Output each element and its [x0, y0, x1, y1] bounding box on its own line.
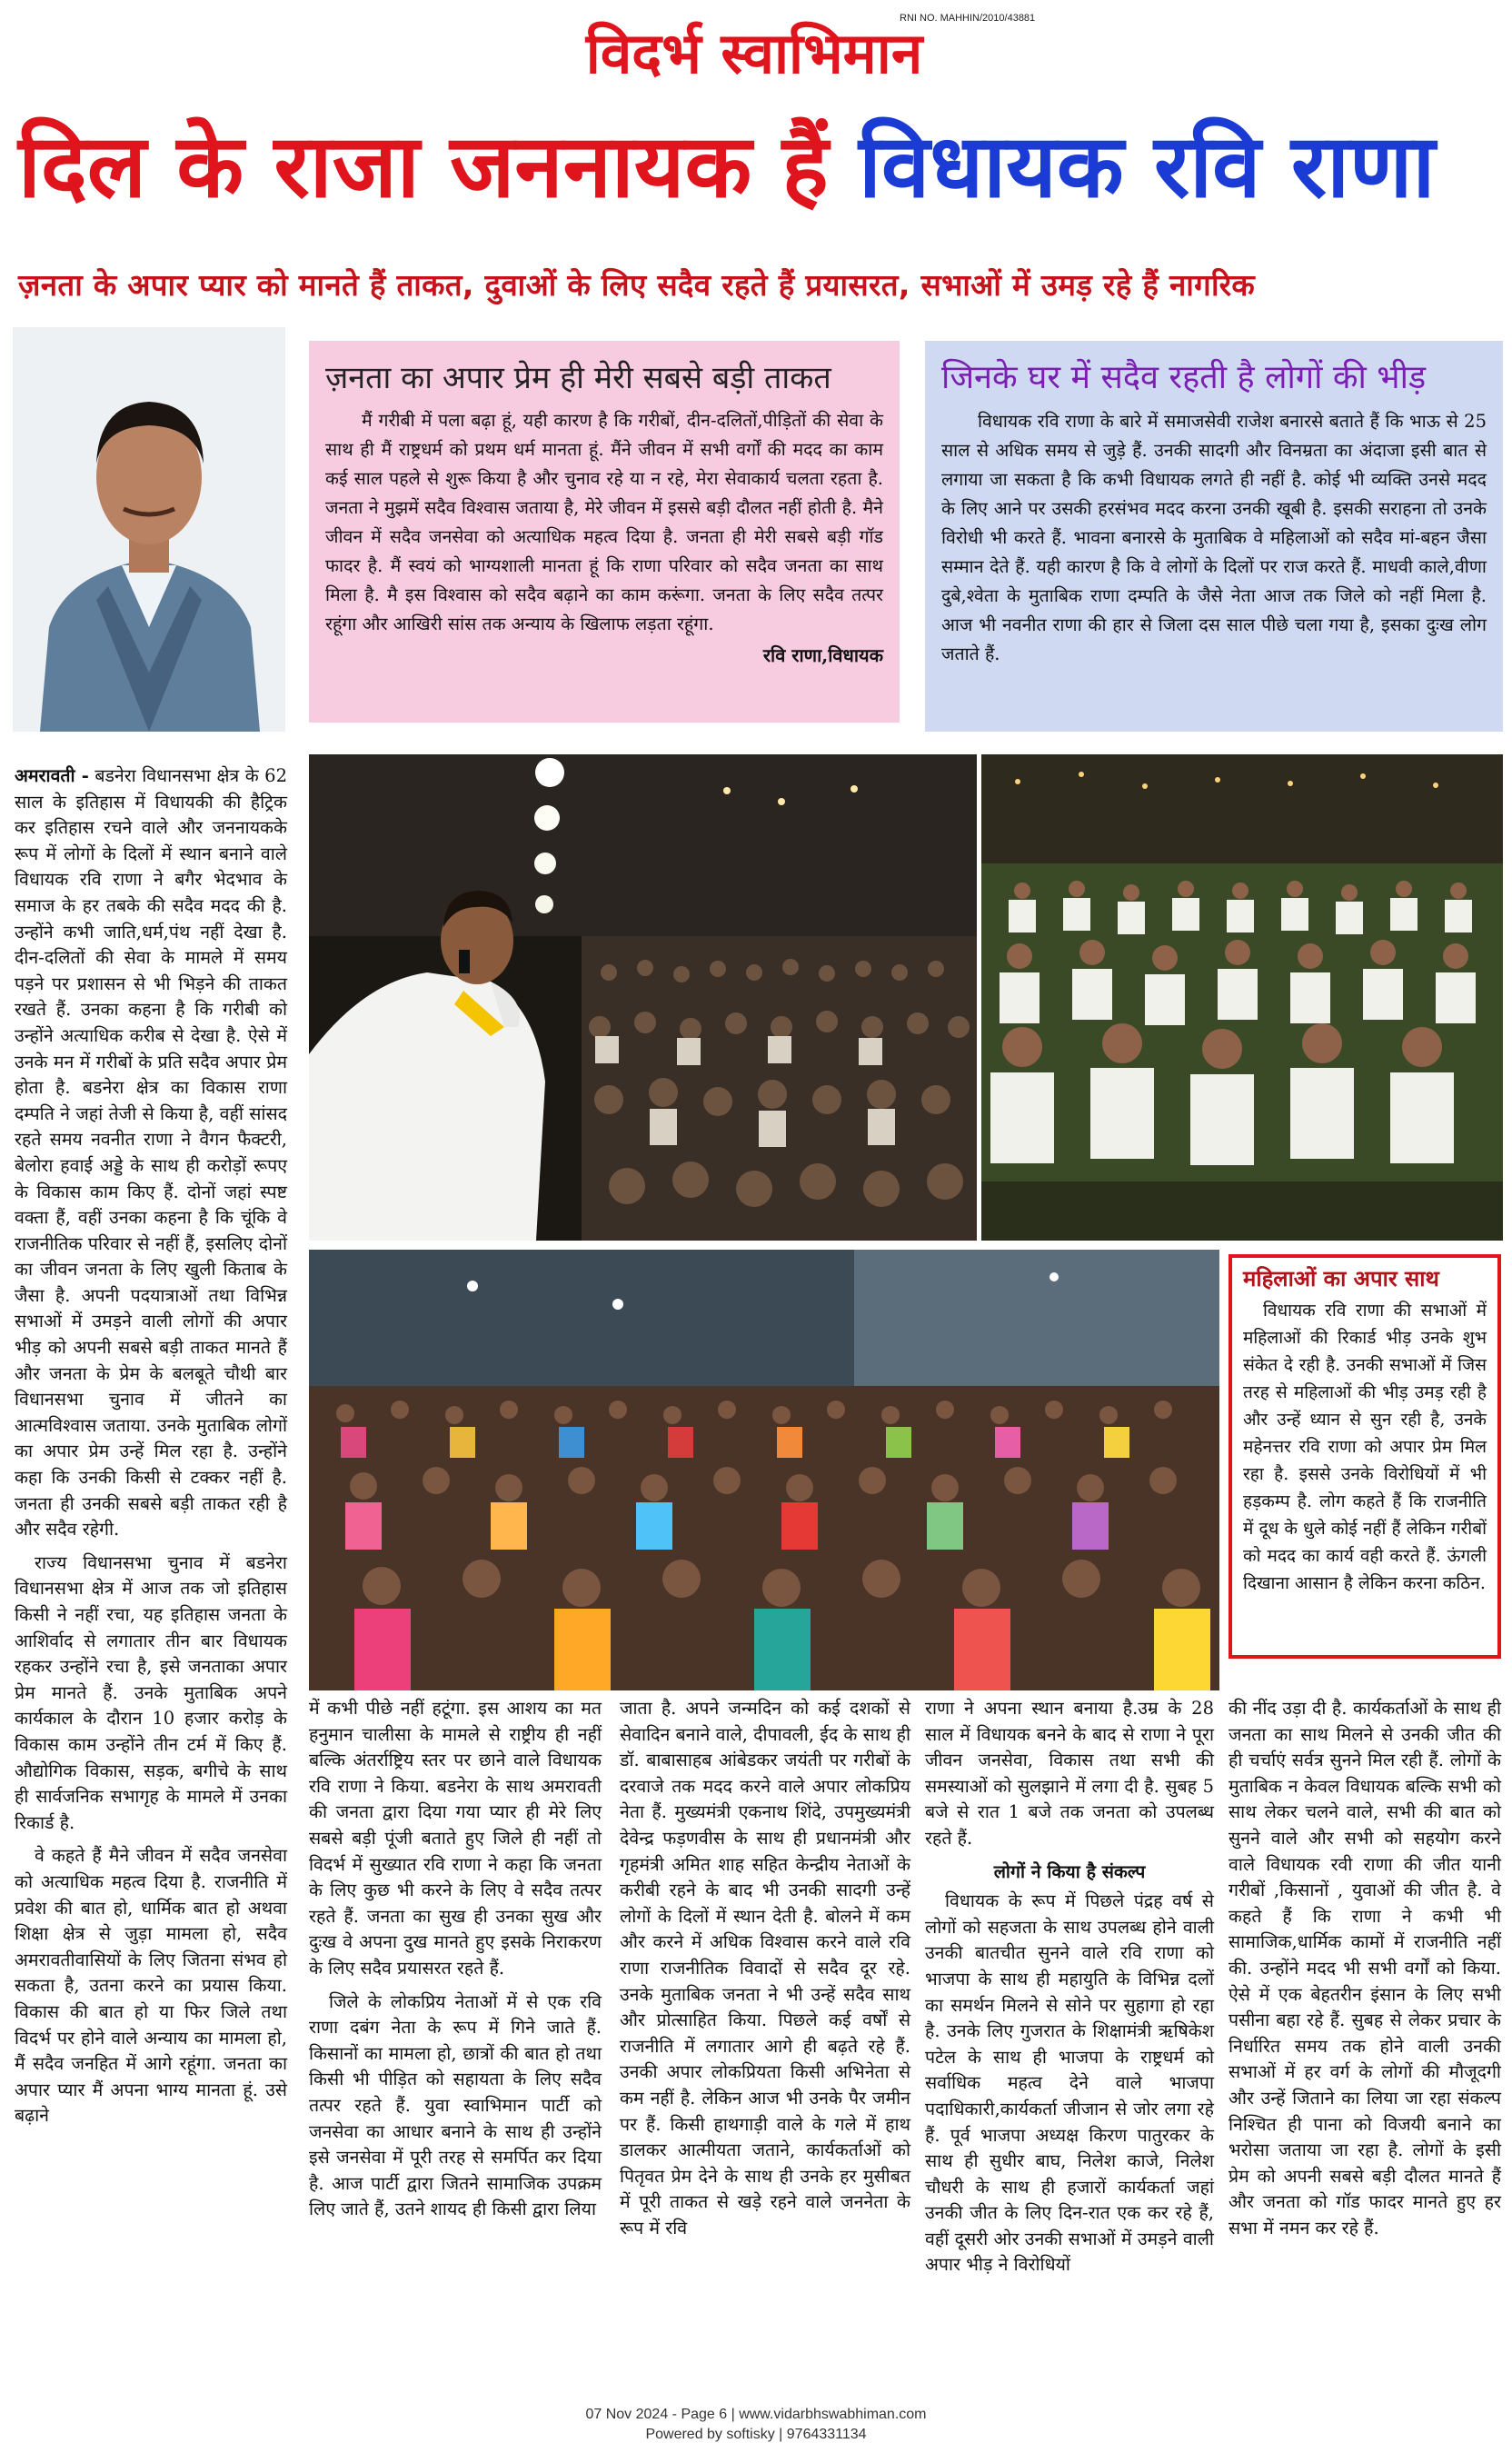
subheadline: ज़नता के अपार प्यार को मानते हैं ताकत, दुवाओं के लिए सदैव रहते हैं प्रयासरत, सभाओं में उमड़ रहे हैं नागरिक	[18, 267, 1256, 303]
column-4-p2: विधायक के रूप में पिछले पंद्रह वर्ष से लोगों को सहजता के साथ उपलब्ध होने वाली उनकी बातचीत सुनने वाले रवि राणा को भाजपा के साथ ही महायुति के विभिन्न दलों का समर्थन मिलने से सोने पर सुहागा हो रहा है. उनके लिए गुजरात के शिक्षामंत्री ऋषिकेश पटेल के साथ ही भाजपा के राष्ट्रधर्म को सर्वाधिक महत्व देने वाले भाजपा पदाधिकारी,कार्यकर्ता जीजान से जोर लगा रहे हैं. पूर्व भाजपा अध्यक्ष किरण पातुरकर के साथ ही सुधीर बाघ, निलेश काजे, निलेश चौधरी के साथ ही हजारों कार्यकर्ता जहां उनकी जीत के लिए दिन-रात एक कर रहे हैं, वहीं दूसरी ओर उनकी सभाओं में उमड़ने वाली अपार भीड़ ने विरोधियों	[925, 1890, 1214, 2276]
quote-signature: रवि राणा,विधायक	[762, 644, 883, 666]
headline	[18, 107, 1499, 225]
left-column-p2: राज्य विधानसभा चुनाव में बडनेरा विधानसभा क्षेत्र में आज तक जो इतिहास किसी ने नहीं रचा, यह इतिहास जनता के आशिर्वाद से लगातार तीन बार विधायक रहकर उन्होंने रचा है, इसे जनताका अपार प्रेम मानते हैं. उनके मुताबिक अपने कार्यकाल के दौरान 10 हजार करोड़ के विकास काम उन्होंने तीन टर्म में किए हैं. औद्योगिक विकास, सड़क, बगीचे के साथ ही सार्वजनिक सभागृह के मामले में उनका रिकार्ड है.	[15, 1551, 287, 1833]
footer-line2: Powered by softisky | 9764331134	[645, 2427, 867, 2442]
left-column-p3: वे कहते हैं मैने जीवन में सदैव जनसेवा को अत्याधिक महत्व दिया है. राजनीति में प्रवेश की बात हो, धार्मिक बात हो अथवा शिक्षा क्षेत्र से जुड़ा मामला हो, सदैव अमरावतीवासियों के लिए जितना संभव हो सकता है, उतना करने का प्रयास किया. विकास की बात हो या फिर जिले तथा विदर्भ पर होने वाले अन्याय का मामला हो, मैं सदैव जनहित में आगे रहूंगा. जनता का अपार प्यार मैं अपना भाग्य मानता हूं. उसे बढ़ाने	[15, 1845, 287, 2127]
column-5-p1: की नींद उड़ा दी है. कार्यकर्ताओं के साथ ही जनता का साथ मिलने से उनकी जीत की ही चर्चाएं सर्वत्र सुनने मिल रही हैं. लोगों के मुताबिक न केवल विधायक बल्कि सभी को साथ लेकर चलने वाले, सभी की बात को सुनने वाले और सभी को सहयोग करने वाले विधायक रवी राणा की जीत यानी गरीबों ,किसानों , युवाओं की जीत है. वे कहते हैं कि राणा ने कभी भी सामाजिक,धार्मिक कामों में राजनीति नहीं की. उन्होंने मदद भी सभी वर्गों को किया. ऐसे में एक बेहतरीन इंसान के लिए सभी पसीना बहा रहे हैं. सुबह से लेकर प्रचार के निर्धारित समय तक होने वाली उनकी सभाओं में हर वर्ग के लोगों की मौजूदगी और उन्हें जिताने का लिया जा रहा संकल्प निश्चित ही पाना को विजयी बनाने का भरोसा जताया जा रहा है. लोगों के इसी प्रेम को अपनी सबसे बड़ी दौलत मानते हैं और जनता को गॉड फादर मानते हुए हर सभा में नमन कर रहे हैं.	[1228, 1698, 1501, 2239]
quote-box	[309, 341, 900, 723]
seated-audience-photo	[981, 754, 1503, 1241]
left-column	[15, 763, 287, 2137]
column-5	[1228, 1696, 1501, 2249]
crowd-box	[925, 341, 1503, 732]
women-support-box	[1228, 1254, 1501, 1659]
rally-speaker-photo	[309, 754, 977, 1241]
column-2	[309, 1696, 602, 2230]
crowd-photo	[309, 1250, 1219, 1690]
footer-line1: 07 Nov 2024 - Page 6 | www.vidarbhswabhiman.com	[585, 2407, 927, 2422]
column-4-subheading: लोगों ने किया है संकल्प	[993, 1860, 1146, 1882]
column-3-p1: जाता है. अपने जन्मदिन को कई दशकों से सेवादिन बनाने वाले, दीपावली, ईद के साथ ही डॉ. बाबासाहब आंबेडकर जयंती पर गरीबों के दरवाजे तक मदद करने वाले अपार लोकप्रिय नेता हैं. मुख्यमंत्री एकनाथ शिंदे, उपमुख्यमंत्री देवेन्द्र फड़णवीस के साथ ही प्रधानमंत्री और गृहमंत्री अमित शाह सहित केन्द्रीय नेताओं के करीबी रहने के बाद भी उनकी सादगी उन्हें लोगों के दिलों में स्थान देती है. बोलने में कम और करने में अधिक विश्वास करने वाले रवि राणा राजनीतिक विवादों से सदैव दूर रहे. उनके मुताबिक जनता ने भी उन्हें सदैव साथ और प्रोत्साहित किया. पिछले कई वर्षों से राजनीति में लगातार आगे ही बढ़ते रहे हैं. उनकी अपार लोकप्रियता किसी अभिनेता से कम नहीं है. लेकिन आज भी उनके पैर जमीन पर हैं. किसी हाथगाड़ी वाले के गले में हाथ डालकर आत्मीयता जताने, कार्यकर्ताओं को पितृवत प्रेम देने के साथ ही उनके हर मुसीबत में पूरी ताकत से खड़े रहने वाले जननेता के रूप में रवि	[620, 1698, 910, 2239]
crowd-box-title: जिनके घर में सदैव रहती है लोगों की भीड़	[941, 359, 1427, 396]
portrait-photo	[13, 327, 285, 732]
quote-box-title: ज़नता का अपार प्रेम ही मेरी सबसे बड़ी ताकत	[325, 360, 831, 396]
column-2-p1: में कभी पीछे नहीं हटूंगा. इस आशय का मत हनुमान चालीसा के मामले से राष्ट्रीय ही नहीं बल्कि अंतर्राष्ट्रिय स्तर पर छाने वाले विधायक रवि राणा ने किया. बडनेरा के साथ अमरावती की जनता द्वारा दिया गया प्यार ही मेरे लिए सबसे बड़ी पूंजी बताते हुए जिले ही नहीं तो विदर्भ में सुख्यात रवि राणा ने कहा कि जनता के लिए कुछ भी करने के लिए वे सदैव तत्पर रहते हैं. जनता का सुख ही उनका सुख और दुःख वे अपना दुख मानते हुए इसके निराकरण के लिए सदैव प्रयासरत रहते हैं.	[309, 1698, 602, 1979]
headline-part1: दिल के राजा जननायक हैं	[18, 115, 860, 217]
women-box-title: महिलाओं का अपार साथ	[1243, 1266, 1439, 1291]
column-2-p2: जिले के लोकप्रिय नेताओं में से एक रवि राणा दबंग नेता के रूप में गिने जाते हैं. किसानों का मामला हो, छात्रों की बात हो तथा किसी भी पीड़ित को सहायता के लिए सदैव तत्पर रहते हैं. युवा स्वाभिमान पार्टी को जनसेवा का आधार बनाने के साथ ही उन्होंने इसे जनसेवा में पूरी तरह से समर्पित कर दिया है. आज पार्टी द्वारा जितने सामाजिक उपक्रम लिए जाते हैं, उतने शायद ही किसी द्वारा लिया	[309, 1990, 602, 2220]
crowd-box-text: विधायक रवि राणा के बारे में समाजसेवी राजेश बनारसे बताते हैं कि भाऊ से 25 साल से अधिक समय से जुड़े हैं. उनकी सादगी और विनम्रता का अंदाजा इसी बात से लगाया जा सकता है कि कभी विधायक लगते ही नहीं है. कोई भी व्यक्ति उनसे मदद के लिए आने पर उसकी हरसंभव मदद करना उनकी खूबी है. इसकी सराहना तो उनके विरोधी भी करते हैं. भावना बनारसे के मुताबिक वे महिलाओं को सदैव मां-बहन जैसा सम्मान देते हैं. यही कारण है कि वे लोगों के दिलों पर राज करते हैं. माधवी काले,वीणा दुबे,श्वेता के मुताबिक राणा दम्पति के जैसे नेता आज तक जिले को नहीं मिला है. आज भी नवनीत राणा की हार से जिला दस साल पीछे चला गया है, इसका दुःख लोग जताते हैं.	[941, 411, 1487, 664]
column-4-p1: राणा ने अपना स्थान बनाया है.उम्र के 28 साल में विधायक बनने के बाद से राणा ने पूरा जीवन जनसेवा, विकास तथा सभी की समस्याओं को सुलझाने में लगा दी है. सुबह 5 बजे से रात 1 बजे तक जनता को उपलब्ध रहते हैं.	[925, 1698, 1214, 1849]
masthead-title: विदर्भ स्वाभिमान	[585, 20, 923, 86]
column-4	[925, 1696, 1214, 2286]
women-box-text: विधायक रवि राणा की सभाओं में महिलाओं की रिकार्ड भीड़ उनके शुभ संकेत दे रही है. उनकी सभाओं में जिस तरह से महिलाओं की भीड़ उमड़ रही है और उन्हें ध्यान से सुन रही है, उनके महेनत्तर रवि राणा को अपार प्रेम मिल रहा है. इससे उनके विरोधियों में भी हड़कम्प है. लोग कहते हैं कि राजनीति में दूध के धुले कोई नहीं हैं लेकिन गरीबों को मदद का कार्य वही करते हैं. ऊंगली दिखाना आसान है लेकिन करना कठिन.	[1243, 1301, 1487, 1593]
quote-box-text: मैं गरीबी में पला बढ़ा हूं, यही कारण है कि गरीबों, दीन-दलितों,पीड़ितों की सेवा के साथ ही मैं राष्ट्रधर्म को प्रथम धर्म मानता हूं. मैंने जीवन में सभी वर्गों की मदद का काम कई साल पहले से शुरू किया है और चुनाव रहे या न रहे, मेरा सेवाकार्य चलता रहता है. जनता ने मुझमें सदैव विश्वास जताया है, मेरे जीवन में इससे बड़ी दौलत नहीं होती है. मैने जीवन में सदैव जनसेवा को अत्याधिक महत्व दिया है. जनता ही मेरी सबसे बड़ी गॉड फादर है. मैं स्वयं को भाग्यशाली मानता हूं कि राणा परिवार को सदैव जनता का साथ मिला है. मै इस विश्वास को सदैव बढ़ाने का काम करूंगा. जनता के लिए सदैव तत्पर रहूंगा और आखिरी सांस तक अन्याय के खिलाफ लड़ता रहूंगा.	[325, 410, 883, 634]
column-3	[620, 1696, 910, 2249]
rni-number: RNI NO. MAHHIN/2010/43881	[900, 13, 1036, 24]
headline-part2: विधायक रवि राणा	[859, 115, 1436, 217]
footer	[0, 2405, 1512, 2445]
left-column-p1: बडनेरा विधानसभा क्षेत्र के 62 साल के इतिहास में विधायकी की हैट्रिक कर इतिहास रचने वाले और जननायकके रूप में लोगों के दिलों में स्थान बनाने वाले विधायक रवि राणा ने बगैर भेदभाव के समाज के हर तबके की सदैव मदद की है. उन्होंने कभी जाति,धर्म,पंथ नहीं देखा है. दीन-दलितों की सेवा के मामले में समय पड़ने पर प्रशासन से भी भिड़ने की ताकत रखते हैं. उनका कहना है कि गरीबी को उन्होंने अत्याधिक करीब से देखा है. ऐसे में उनके मन में गरीबों के प्रति सदैव अपार प्रेम होता है. बडनेरा क्षेत्र का विकास राणा दम्पति ने जहां तेजी से किया है, वहीं सांसद रहते समय नवनीत राणा ने वैगन फैक्टरी, बेलोरा हवाई अड्डे के साथ ही करोड़ों रूपए के विकास काम किए हैं. दोनों जहां स्पष्ट वक्ता हैं, वहीं उनका कहना है कि चूंकि वे राजनीतिक परिवार से नहीं हैं, इसलिए दोनों का जीवन जनता के लिए खुली किताब के जैसा है. अपनी पदयात्राओं तथा विभिन्न सभाओं में उमड़ने वाली लोगों की अपार भीड़ को अपनी सबसे बड़ी ताकत मानते हैं और जनता के प्रेम के बलबूते चौथी बार विधानसभा चुनाव में जीतने का आत्मविश्वास जताया. उनके मुताबिक लोगों का अपार प्रेम उन्हें मिल रहा है. उन्होंने कहा कि उनकी किसी से टक्कर नहीं है. जनता ही उनकी सबसे बड़ी ताकत रही है और सदैव रहेगी.	[15, 765, 287, 1541]
dateline: अमरावती -	[15, 765, 89, 786]
